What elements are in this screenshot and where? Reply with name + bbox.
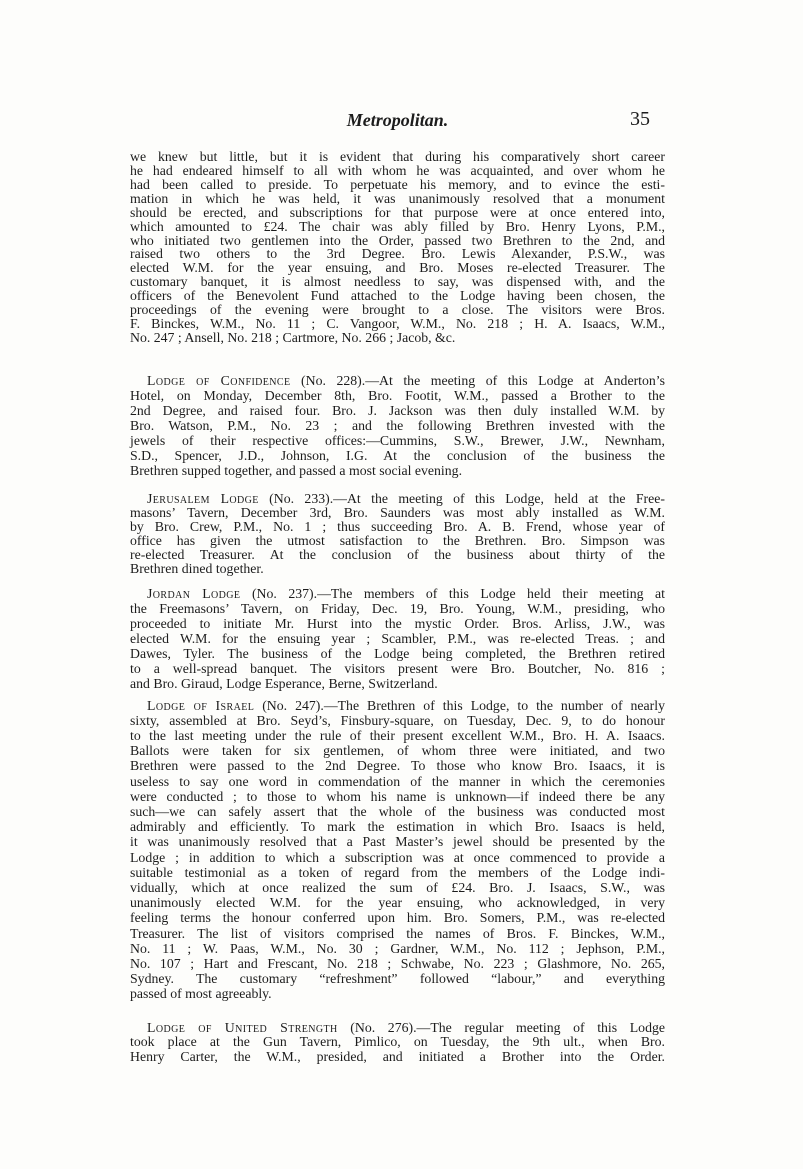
text-line: suitable testimonial as a token of regard from the members of the Lodge indi- [130, 864, 665, 880]
text-line: and Bro. Giraud, Lodge Esperance, Berne, Switzerland. [130, 675, 438, 691]
text-line: No. 247 ; Ansell, No. 218 ; Cartmore, No. 266 ; Jacob, &c. [130, 329, 456, 345]
text-line: Hotel, on Monday, December 8th, Bro. Footit, W.M., passed a Brother to the [130, 387, 665, 403]
text-line: Bro. Watson, P.M., No. 23 ; and the following Brethren invested with the [130, 417, 665, 433]
text-line: proceeded to initiate Mr. Hurst into the mystic Order. Bros. Arliss, J.W., was [130, 615, 665, 631]
lodge-name: Jordan Lodge [147, 585, 241, 601]
text-line: customary banquet, it is almost needless to say, was dispensed with, and the [130, 274, 665, 290]
text-line: by Bro. Crew, P.M., No. 1 ; thus succeeding Bro. A. B. Frend, whose year of [130, 519, 665, 534]
lodge-name: Jerusalem Lodge [147, 491, 259, 506]
text-line [130, 698, 665, 713]
text-line: which amounted to £24. The chair was ably filled by Bro. Henry Lyons, P.M., [130, 218, 665, 234]
text-line: were conducted ; to those to whom his name is unknown—if indeed there be any [130, 788, 665, 804]
text-line-rest: (No. 228).—At the meeting of this Lodge at Anderton’s [301, 372, 665, 388]
text-line: S.D., Spencer, J.D., Johnson, I.G. At the conclusion of the business the [130, 447, 665, 463]
text-line-rest: (No. 276).—The regular meeting of this Lodge [350, 1019, 665, 1035]
running-title: Metropolitan. [346, 110, 449, 130]
text-line: 2nd Degree, and raised four. Bro. J. Jackson was then duly installed W.M. by [130, 402, 665, 418]
text-line: elected W.M. for the ensuing year ; Scambler, P.M., was re-elected Treas. ; and [130, 630, 665, 646]
text-line: unanimously elected W.M. for the year ensuing, who acknowledged, in very [130, 895, 665, 911]
text-line: the Freemasons’ Tavern, on Friday, Dec. 19, Bro. Young, W.M., presiding, who [130, 600, 665, 616]
text-line: proceedings of the evening were brought to a close. The visitors were Bros. [130, 302, 665, 318]
text-line: raised two others to the 3rd Degree. Bro. Lewis Alexander, P.S.W., was [130, 246, 665, 262]
text-line: officers of the Benevolent Fund attached to the Lodge having been chosen, the [130, 288, 665, 304]
text-line: we knew but little, but it is evident that during his comparatively short career [130, 149, 665, 164]
text-line [130, 586, 665, 601]
text-line: Brethren were passed to the 2nd Degree. To those who know Bro. Isaacs, it is [130, 758, 665, 774]
text-line: such—we can safely assert that the whole of the business was conducted most [130, 803, 665, 819]
text-line: Sydney. The customary “refreshment” followed “labour,” and everything [130, 971, 665, 987]
text-line: sixty, assembled at Bro. Seyd’s, Finsbury-square, on Tuesday, Dec. 9, to do honour [130, 712, 665, 728]
paragraph [130, 698, 665, 1002]
text-line: to the last meeting under the rule of their present excellent W.M., Bro. H. A. Isaacs. [130, 727, 665, 743]
text-line: re-elected Treasurer. At the conclusion of the business about thirty of the [130, 547, 665, 562]
text-line-rest: (No. 247).—The Brethren of this Lodge, to the number of nearly [262, 697, 665, 713]
text-line: Treasurer. The list of visitors comprised the names of Bros. F. Binckes, W.M., [130, 925, 665, 941]
text-line: elected W.M. for the year ensuing, and Bro. Moses re-elected Treasurer. The [130, 260, 665, 276]
paragraph [130, 586, 665, 691]
text-line: passed of most agreeably. [130, 986, 272, 1002]
paragraph [130, 150, 665, 345]
text-line: vidually, which at once realized the sum of £24. Bro. J. Isaacs, S.W., was [130, 879, 665, 895]
text-line: office has given the utmost satisfaction to the Brethren. Bro. Simpson was [130, 533, 665, 548]
text-line: No. 11 ; W. Paas, W.M., No. 30 ; Gardner, W.M., No. 112 ; Jephson, P.M., [130, 940, 665, 956]
text-line: masons’ Tavern, December 3rd, Bro. Saunders was most ably installed as W.M. [130, 505, 665, 520]
text-line: it was unanimously resolved that a Past Master’s jewel should be presented by the [130, 834, 665, 850]
page-number: 35 [630, 108, 650, 130]
text-line: had been called to preside. To perpetuate his memory, and to evince the esti- [130, 176, 665, 192]
text-line: he had endeared himself to all with whom he was acquainted, and over whom he [130, 162, 665, 178]
text-line: Ballots were taken for six gentlemen, of whom three were initiated, and two [130, 743, 665, 759]
text-line: jewels of their respective offices:—Cummins, S.W., Brewer, J.W., Newnham, [130, 432, 665, 448]
text-line: feeling terms the honour conferred upon him. Bro. Somers, P.M., was re-elected [130, 910, 665, 926]
lodge-name: Lodge of Confidence [147, 372, 291, 388]
text-line: took place at the Gun Tavern, Pimlico, on Tuesday, the 9th ult., when Bro. [130, 1034, 665, 1049]
text-line [130, 492, 665, 506]
text-line: useless to say one word in commendation of the manner in which the ceremonies [130, 773, 665, 789]
text-line: Brethren supped together, and passed a most social evening. [130, 462, 463, 478]
text-line: to a well-spread banquet. The visitors present were Bro. Boutcher, No. 816 ; [130, 660, 665, 676]
text-line: admirably and efficiently. To mark the estimation in which Bro. Isaacs is held, [130, 819, 665, 835]
paragraph [130, 1021, 665, 1065]
lodge-name: Lodge of United Strength [147, 1019, 338, 1035]
text-line: Lodge ; in addition to which a subscription was at once commenced to provide a [130, 849, 665, 865]
paragraph [130, 492, 665, 576]
paragraph [130, 373, 665, 478]
text-line [130, 1021, 665, 1036]
text-line [130, 373, 665, 388]
text-line: Henry Carter, the W.M., presided, and initiated a Brother into the Order. [130, 1048, 665, 1064]
text-line-rest: (No. 233).—At the meeting of this Lodge, held at the Free- [269, 491, 665, 506]
text-line: No. 107 ; Hart and Frescant, No. 218 ; Schwabe, No. 223 ; Glashmore, No. 265, [130, 955, 665, 971]
text-line: Brethren dined together. [130, 561, 264, 576]
text-line: who initiated two gentlemen into the Order, passed two Brethren to the 2nd, and [130, 232, 665, 248]
text-line-rest: (No. 237).—The members of this Lodge held their meeting at [251, 585, 665, 601]
lodge-name: Lodge of Israel [147, 697, 255, 713]
text-line: Dawes, Tyler. The business of the Lodge being completed, the Brethren retired [130, 645, 665, 661]
text-line: F. Binckes, W.M., No. 11 ; C. Vangoor, W.M., No. 218 ; H. A. Isaacs, W.M., [130, 316, 665, 332]
text-line: should be erected, and subscriptions for that purpose were at once entered into, [130, 204, 665, 220]
text-line: mation in which he was held, it was unanimously resolved that a monument [130, 190, 665, 206]
